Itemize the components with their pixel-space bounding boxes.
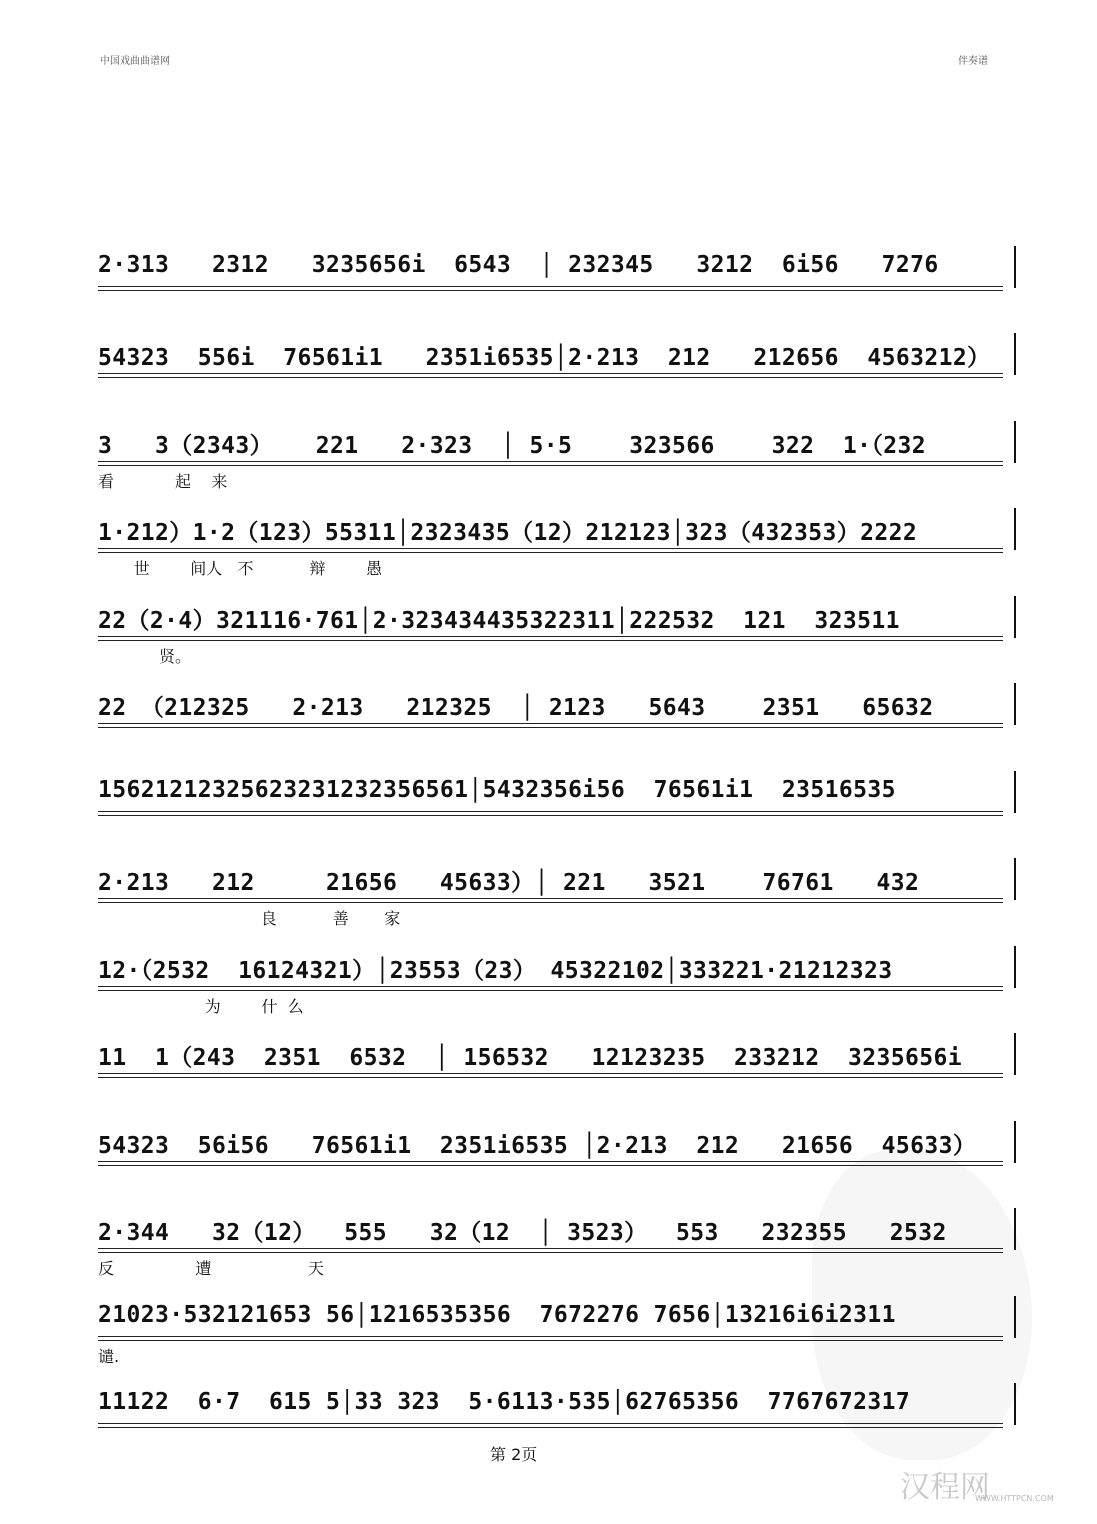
lyrics	[98, 1169, 1018, 1191]
notes: 22（2·4）321116·761│2·323434435322311│222532 121 323511	[98, 608, 900, 634]
barline	[1014, 1121, 1016, 1163]
lyrics: 反 遭 天	[98, 1259, 325, 1278]
notes: 11 1（243 2351 6532 │ 156532 12123235 233212 3235656i	[98, 1045, 962, 1071]
lyrics	[98, 819, 1018, 841]
lyrics	[98, 1081, 1018, 1103]
notes: 2·213 212 21656 45633）│ 221 3521 76761 432	[98, 870, 920, 896]
notes: 15621212325623231232356561│5432356i56 76561i1 23516535	[98, 777, 896, 803]
notes: 2·344 32（12） 555 32（12 │ 3523） 553 232355 2532	[98, 1220, 947, 1246]
barline	[1014, 333, 1016, 375]
lyrics: 贤。	[98, 647, 192, 666]
notes: 12·（2532 16124321）│23553（23） 45322102│333221·21212323	[98, 958, 893, 984]
score-line	[98, 502, 1018, 592]
score-line	[98, 1377, 1018, 1467]
notes: 54323 556i 76561i1 2351i6535│2·213 212 212656 4563212）	[98, 345, 991, 371]
score-line	[98, 1115, 1018, 1205]
notes: 22 （212325 2·213 212325 │ 2123 5643 2351 65632	[98, 695, 934, 721]
barline	[1014, 1383, 1016, 1425]
barline	[1014, 508, 1016, 550]
barline	[1014, 596, 1016, 638]
page-number: 第 2页	[490, 1445, 538, 1464]
score-type: 伴奏谱	[958, 56, 988, 67]
lyrics: 为 什 么	[98, 997, 304, 1016]
watermark-url: WWW.HTTPCN.COM	[975, 1494, 1054, 1503]
notes: 2·313 2312 3235656i 6543 │ 232345 3212 6i56 7276	[98, 252, 939, 278]
lyrics	[98, 294, 1018, 316]
lyrics	[98, 1431, 1018, 1453]
score-line	[98, 1290, 1018, 1380]
score-line	[98, 1027, 1018, 1117]
score-line	[98, 765, 1018, 855]
site-name: 中国戏曲曲谱网	[100, 56, 170, 67]
barline	[1014, 683, 1016, 725]
barline	[1014, 1208, 1016, 1250]
score-line	[98, 240, 1018, 330]
lyrics: 看 起 来	[98, 472, 228, 491]
score-line	[98, 415, 1018, 505]
barline	[1014, 1296, 1016, 1338]
score-line	[98, 677, 1018, 767]
lyrics	[98, 381, 1018, 403]
barline	[1014, 1033, 1016, 1075]
barline	[1014, 771, 1016, 813]
barline	[1014, 246, 1016, 288]
barline	[1014, 946, 1016, 988]
score-line	[98, 940, 1018, 1030]
notes: 1·212）1·2（123）55311│2323435（12）212123│323（432353）2222	[98, 520, 918, 546]
score-line	[98, 852, 1018, 942]
notes: 21023·532121653 56│1216535356 7672276 7656│13216i6i2311	[98, 1302, 896, 1328]
notes: 54323 56i56 76561i1 2351i6535 │2·213 212 21656 45633）	[98, 1133, 977, 1159]
watermark-logo: 汉程网	[900, 1470, 990, 1505]
lyrics: 良 善 家	[98, 909, 401, 928]
barline	[1014, 421, 1016, 463]
lyrics: 谴.	[98, 1347, 120, 1366]
score-line	[98, 327, 1018, 417]
lyrics	[98, 731, 1018, 753]
notes: 3 3（2343） 221 2·323 │ 5·5 323566 322 1·（232	[98, 433, 927, 459]
score-line	[98, 1202, 1018, 1292]
barline	[1014, 858, 1016, 900]
lyrics: 世 间人 不 辩 愚	[98, 559, 383, 578]
score-line	[98, 590, 1018, 680]
notes: 11122 6·7 615 5│33 323 5·6113·535│62765356 7767672317	[98, 1389, 911, 1415]
